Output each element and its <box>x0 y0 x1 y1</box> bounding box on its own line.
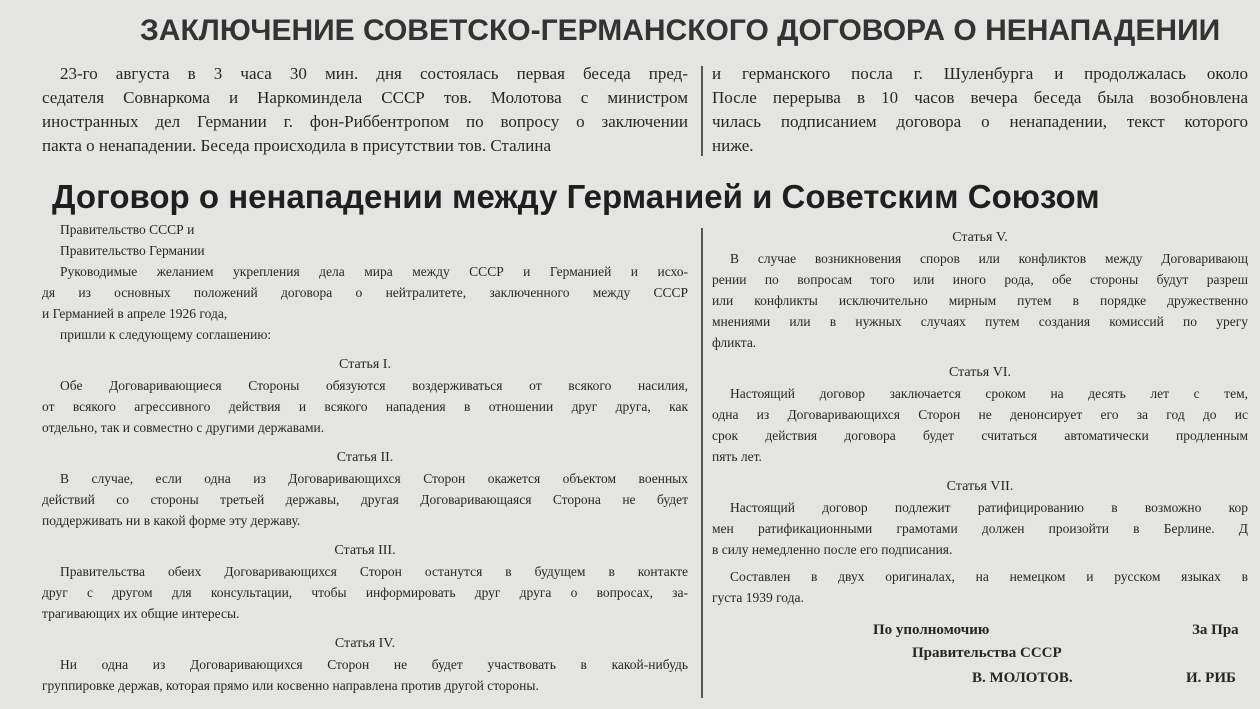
closing <box>712 566 1248 608</box>
article-title: Статья I. <box>339 357 391 372</box>
text-line: Обе Договаривающиеся Стороны обязуются воздерживаться от всякого насилия, <box>60 378 688 393</box>
text-line: Ни одна из Договаривающихся Сторон не будет участвовать в какой-нибудь <box>60 657 688 672</box>
article-title: Статья III. <box>334 543 396 558</box>
agreed-line: пришли к следующему соглашению: <box>60 327 272 342</box>
text-line: 23-го августа в 3 часа 30 мин. дня состоялась первая беседа пред- <box>60 64 688 83</box>
article-title: Статья II. <box>336 450 394 465</box>
text-line: пять лет. <box>712 449 762 464</box>
signature-ussr-line2: Правительства СССР <box>912 645 1062 661</box>
text-line: Правительства обеих Договаривающихся Сторон останутся в будущем в контакте <box>60 564 688 579</box>
text-line: от всякого агрессивного действия и всякого нападения в отношении друг друга, как <box>42 399 688 414</box>
text-line: отдельно, так и совместно с другими державами. <box>42 420 325 435</box>
article-title: Статья VI. <box>948 365 1011 380</box>
article-title: Статья V. <box>952 230 1008 245</box>
text-line: действий со стороны третьей державы, другая Договаривающаяся Сторона не будет <box>42 492 688 507</box>
preamble-party: Правительство СССР и <box>60 222 195 237</box>
text-line: трагивающих их общие интересы. <box>42 606 240 621</box>
signature-ussr-name: В. МОЛОТОВ. <box>972 670 1073 686</box>
text-line: мен ратификационными грамотами должен произойти в Берлине. Д <box>712 521 1248 536</box>
text-line: и Германией в апреле 1926 года, <box>42 306 228 321</box>
article-title: Статья IV. <box>334 636 396 651</box>
column-divider <box>701 228 703 698</box>
intro-right <box>712 62 1248 158</box>
article-title: Статья VII. <box>946 479 1014 494</box>
preamble-party: Правительство Германии <box>60 243 205 258</box>
text-line: рении по вопросам того или иного рода, обе стороны будут разреш <box>712 272 1248 287</box>
text-line: ниже. <box>712 136 754 155</box>
right-column <box>712 219 1248 560</box>
text-line: В случае, если одна из Договаривающихся Сторон окажется объектом военных <box>60 471 688 486</box>
text-line: друг с другом для консультации, чтобы информировать друг друга о вопросах, за- <box>42 585 688 600</box>
signature-ussr-line1: По уполномочию <box>873 622 990 638</box>
text-line: Настоящий договор подлежит ратифицированию в возможно кор <box>730 500 1248 515</box>
text-line: мнениями или в нужных случаях путем создания комиссий по урегу <box>712 314 1248 329</box>
text-line: иностранных дел Германии г. фон-Риббентропом по вопросу о заключении <box>42 112 688 131</box>
text-line: седателя Совнаркома и Наркоминдела СССР тов. Молотова с министром <box>42 88 688 107</box>
intro-left <box>42 62 688 158</box>
headline: ЗАКЛЮЧЕНИЕ СОВЕТСКО-ГЕРМАНСКОГО ДОГОВОРА О НЕНАПАДЕНИИ <box>140 14 1221 47</box>
text-line: поддерживать ни в какой форме эту державу. <box>42 513 301 528</box>
text-line: В случае возникновения споров или конфликтов между Договаривающ <box>730 251 1248 266</box>
text-line: или конфликты исключительно мирным путем в порядке дружественно <box>712 293 1248 308</box>
text-line: После перерыва в 10 часов вечера беседа была возобновлена <box>712 88 1248 107</box>
text-line: фликта. <box>712 335 757 350</box>
column-divider-top <box>701 66 703 156</box>
text-line: пакта о ненападении. Беседа происходила в присутствии тов. Сталина <box>42 136 551 155</box>
text-line: в силу немедленно после его подписания. <box>712 542 953 557</box>
left-column <box>42 219 688 696</box>
text-line: густа 1939 года. <box>712 590 804 605</box>
text-line: Составлен в двух оригиналах, на немецком и русском языках в <box>730 569 1248 584</box>
text-line: Руководимые желанием укрепления дела мира между СССР и Германией и исхо- <box>60 264 688 279</box>
text-line: Настоящий договор заключается сроком на десять лет с тем, <box>730 386 1248 401</box>
text-line: чилась подписанием договора о ненападении, текст которого <box>712 112 1248 131</box>
text-line: срок действия договора будет считаться автоматически продленным <box>712 428 1248 443</box>
signature-germany-line1: За Пра <box>1192 622 1239 638</box>
text-line: и германского посла г. Шуленбурга и продолжалась около <box>712 64 1248 83</box>
text-line: одна из Договаривающихся Сторон не денонсирует его за год до ис <box>712 407 1248 422</box>
text-line: дя из основных положений договора о нейтралитете, заключенного между СССР <box>42 285 688 300</box>
text-line: группировке держав, которая прямо или косвенно направлена против другой стороны. <box>42 678 539 693</box>
treaty-title: Договор о ненападении между Германией и Советским Союзом <box>52 178 1100 215</box>
signature-germany-name: И. РИБ <box>1186 670 1236 686</box>
